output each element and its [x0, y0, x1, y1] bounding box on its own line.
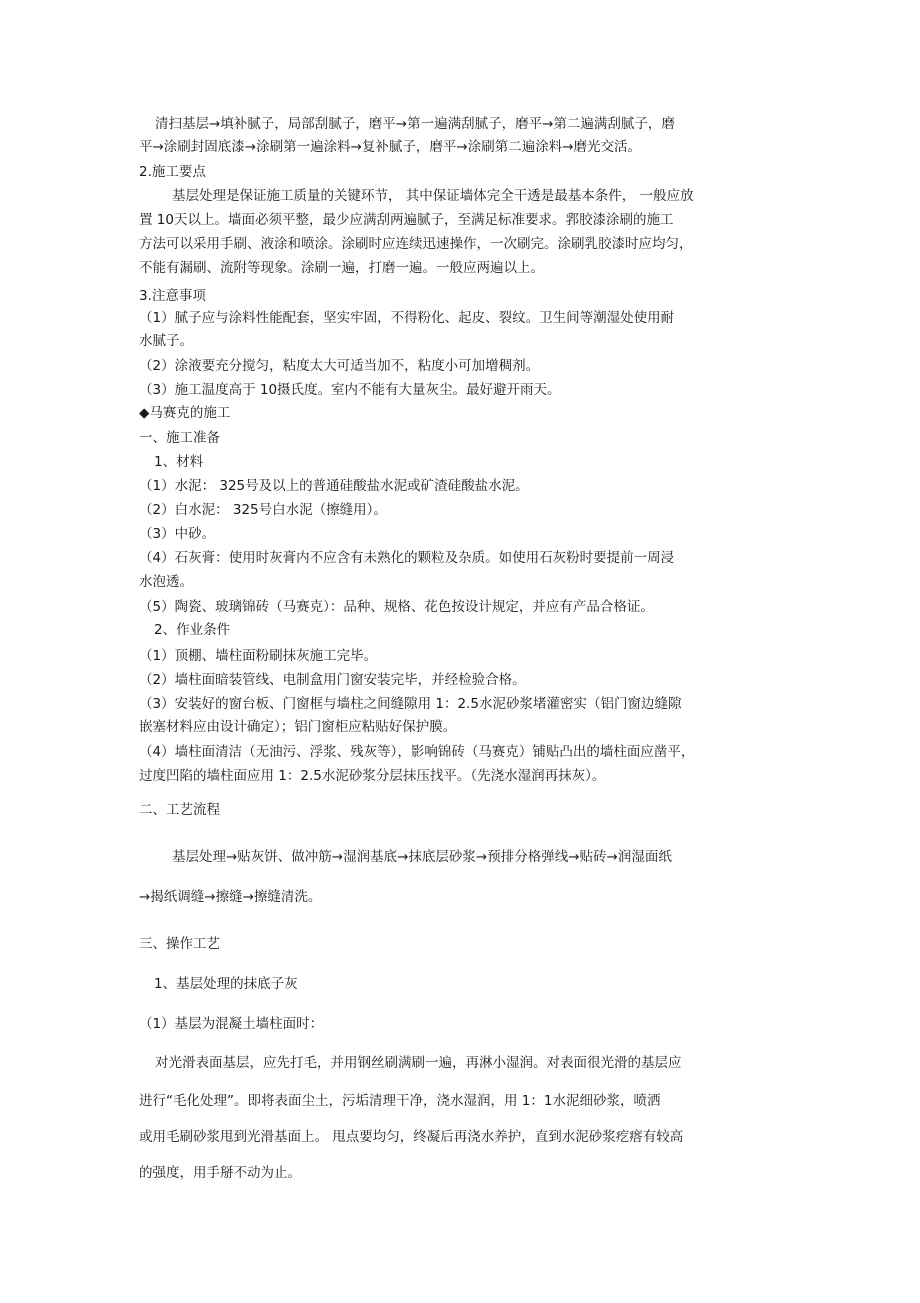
subsection-heading: 2、作业条件 [154, 622, 231, 638]
text-line: （3）安装好的窗台板、门窗框与墙柱之间缝隙用 1：2.5水泥砂浆堵灌密实（铝门窗边缝隙 [139, 696, 682, 712]
text-line: 平→涂刷封固底漆→涂刷第一遍涂料→复补腻子，磨平→涂刷第二遍涂料→磨光交活。 [139, 139, 642, 155]
text-line: （5）陶瓷、玻璃锦砖（马赛克）：品种、规格、花色按设计规定，并应有产品合格证。 [139, 599, 654, 615]
text-line: 清扫基层→填补腻子，局部刮腻子，磨平→第一遍满刮腻子，磨平→第二遍满刮腻子，磨 [155, 116, 675, 132]
text-line: 基层处理→贴灰饼、做冲筋→湿润基底→抹底层砂浆→预排分格弹线→贴砖→润湿面纸 [172, 849, 672, 865]
text-line: 水泡透。 [139, 574, 193, 590]
text-line: （2）墙柱面暗装管线、电制盒用门窗安装完毕，并经检验合格。 [139, 672, 526, 688]
text-line: （3）中砂。 [139, 526, 216, 542]
text-line: →揭纸调缝→擦缝→擦缝清洗。 [139, 889, 322, 905]
text-line: （1）水泥： 325号及以上的普通硅酸盐水泥或矿渣硅酸盐水泥。 [139, 478, 529, 494]
text-line: 过度凹陷的墙柱面应用 1：2.5水泥砂浆分层抹压找平。（先浇水湿润再抹灰）。 [139, 768, 606, 784]
text-line: 水腻子。 [139, 333, 193, 349]
text-line: （1）基层为混凝土墙柱面时： [139, 1016, 324, 1032]
text-line: 置 10天以上。墙面必须平整，最少应满刮两遍腻子，至满足标准要求。郛胶漆涂刷的施工 [139, 212, 674, 228]
section-heading: 一、施工准备 [139, 430, 220, 446]
text-line: （2）白水泥： 325号白水泥（擦缝用）。 [139, 502, 387, 518]
text-line: （4）墙柱面清洁（无油污、浮浆、残灰等），影响锦砖（马赛克）铺贴凸出的墙柱面应凿平， [139, 744, 695, 760]
section-heading: 2.施工要点 [139, 164, 206, 180]
text-line: 嵌塞材料应由设计确定）；铝门窗柜应粘贴好保护膜。 [139, 719, 457, 735]
section-heading: 三、操作工艺 [139, 936, 220, 952]
section-heading: ◆马赛克的施工 [139, 405, 231, 421]
text-line: 对光滑表面基层，应先打毛，并用钢丝刷满刷一遍，再淋小湿润。对表面很光滑的基层应 [155, 1055, 682, 1071]
text-line: 的强度，用手掰不动为止。 [139, 1165, 301, 1181]
text-line: 方法可以采用手刷、液涂和喷涂。涂刷时应连续迅速操作，一次刷完。涂刷乳胶漆时应均匀， [139, 236, 693, 252]
text-line: 基层处理是保证施工质量的关键环节， 其中保证墙体完全干透是最基本条件， 一般应放 [172, 188, 694, 204]
text-line: 或用毛刷砂浆甩到光滑基面上。 甩点要均匀，终凝后再浇水养护，直到水泥砂浆疙瘩有较高 [139, 1129, 684, 1145]
text-line: （4）石灰膏：使用时灰膏内不应含有未熟化的颗粒及杂质。如使用石灰粉时要提前一周浸 [139, 550, 675, 566]
subsection-heading: 1、基层处理的抹底子灰 [154, 976, 298, 992]
text-line: （1）顶棚、墙柱面粉刷抹灰施工完毕。 [139, 648, 378, 664]
text-line: （1）腻子应与涂料性能配套，坚实牢固，不得粉化、起皮、裂纹。卫生间等潮湿处使用耐 [139, 310, 675, 326]
text-line: 不能有漏刷、流附等现象。涂刷一遍，打磨一遍。一般应两遍以上。 [139, 260, 544, 276]
section-heading: 3.注意事项 [139, 288, 206, 304]
text-line: 进行“毛化处理”。即将表面尘土，污垢清理干净，浇水湿润，用 1：1水泥细砂浆，喷洒 [139, 1093, 661, 1109]
text-line: （2）涂液要充分搅匀，粘度太大可适当加不，粘度小可加增稠剂。 [139, 358, 540, 374]
text-line: （3）施工温度高于 10摄氏度。室内不能有大量灰尘。最好避开雨天。 [139, 382, 561, 398]
subsection-heading: 1、材料 [154, 454, 204, 470]
section-heading: 二、工艺流程 [139, 802, 220, 818]
